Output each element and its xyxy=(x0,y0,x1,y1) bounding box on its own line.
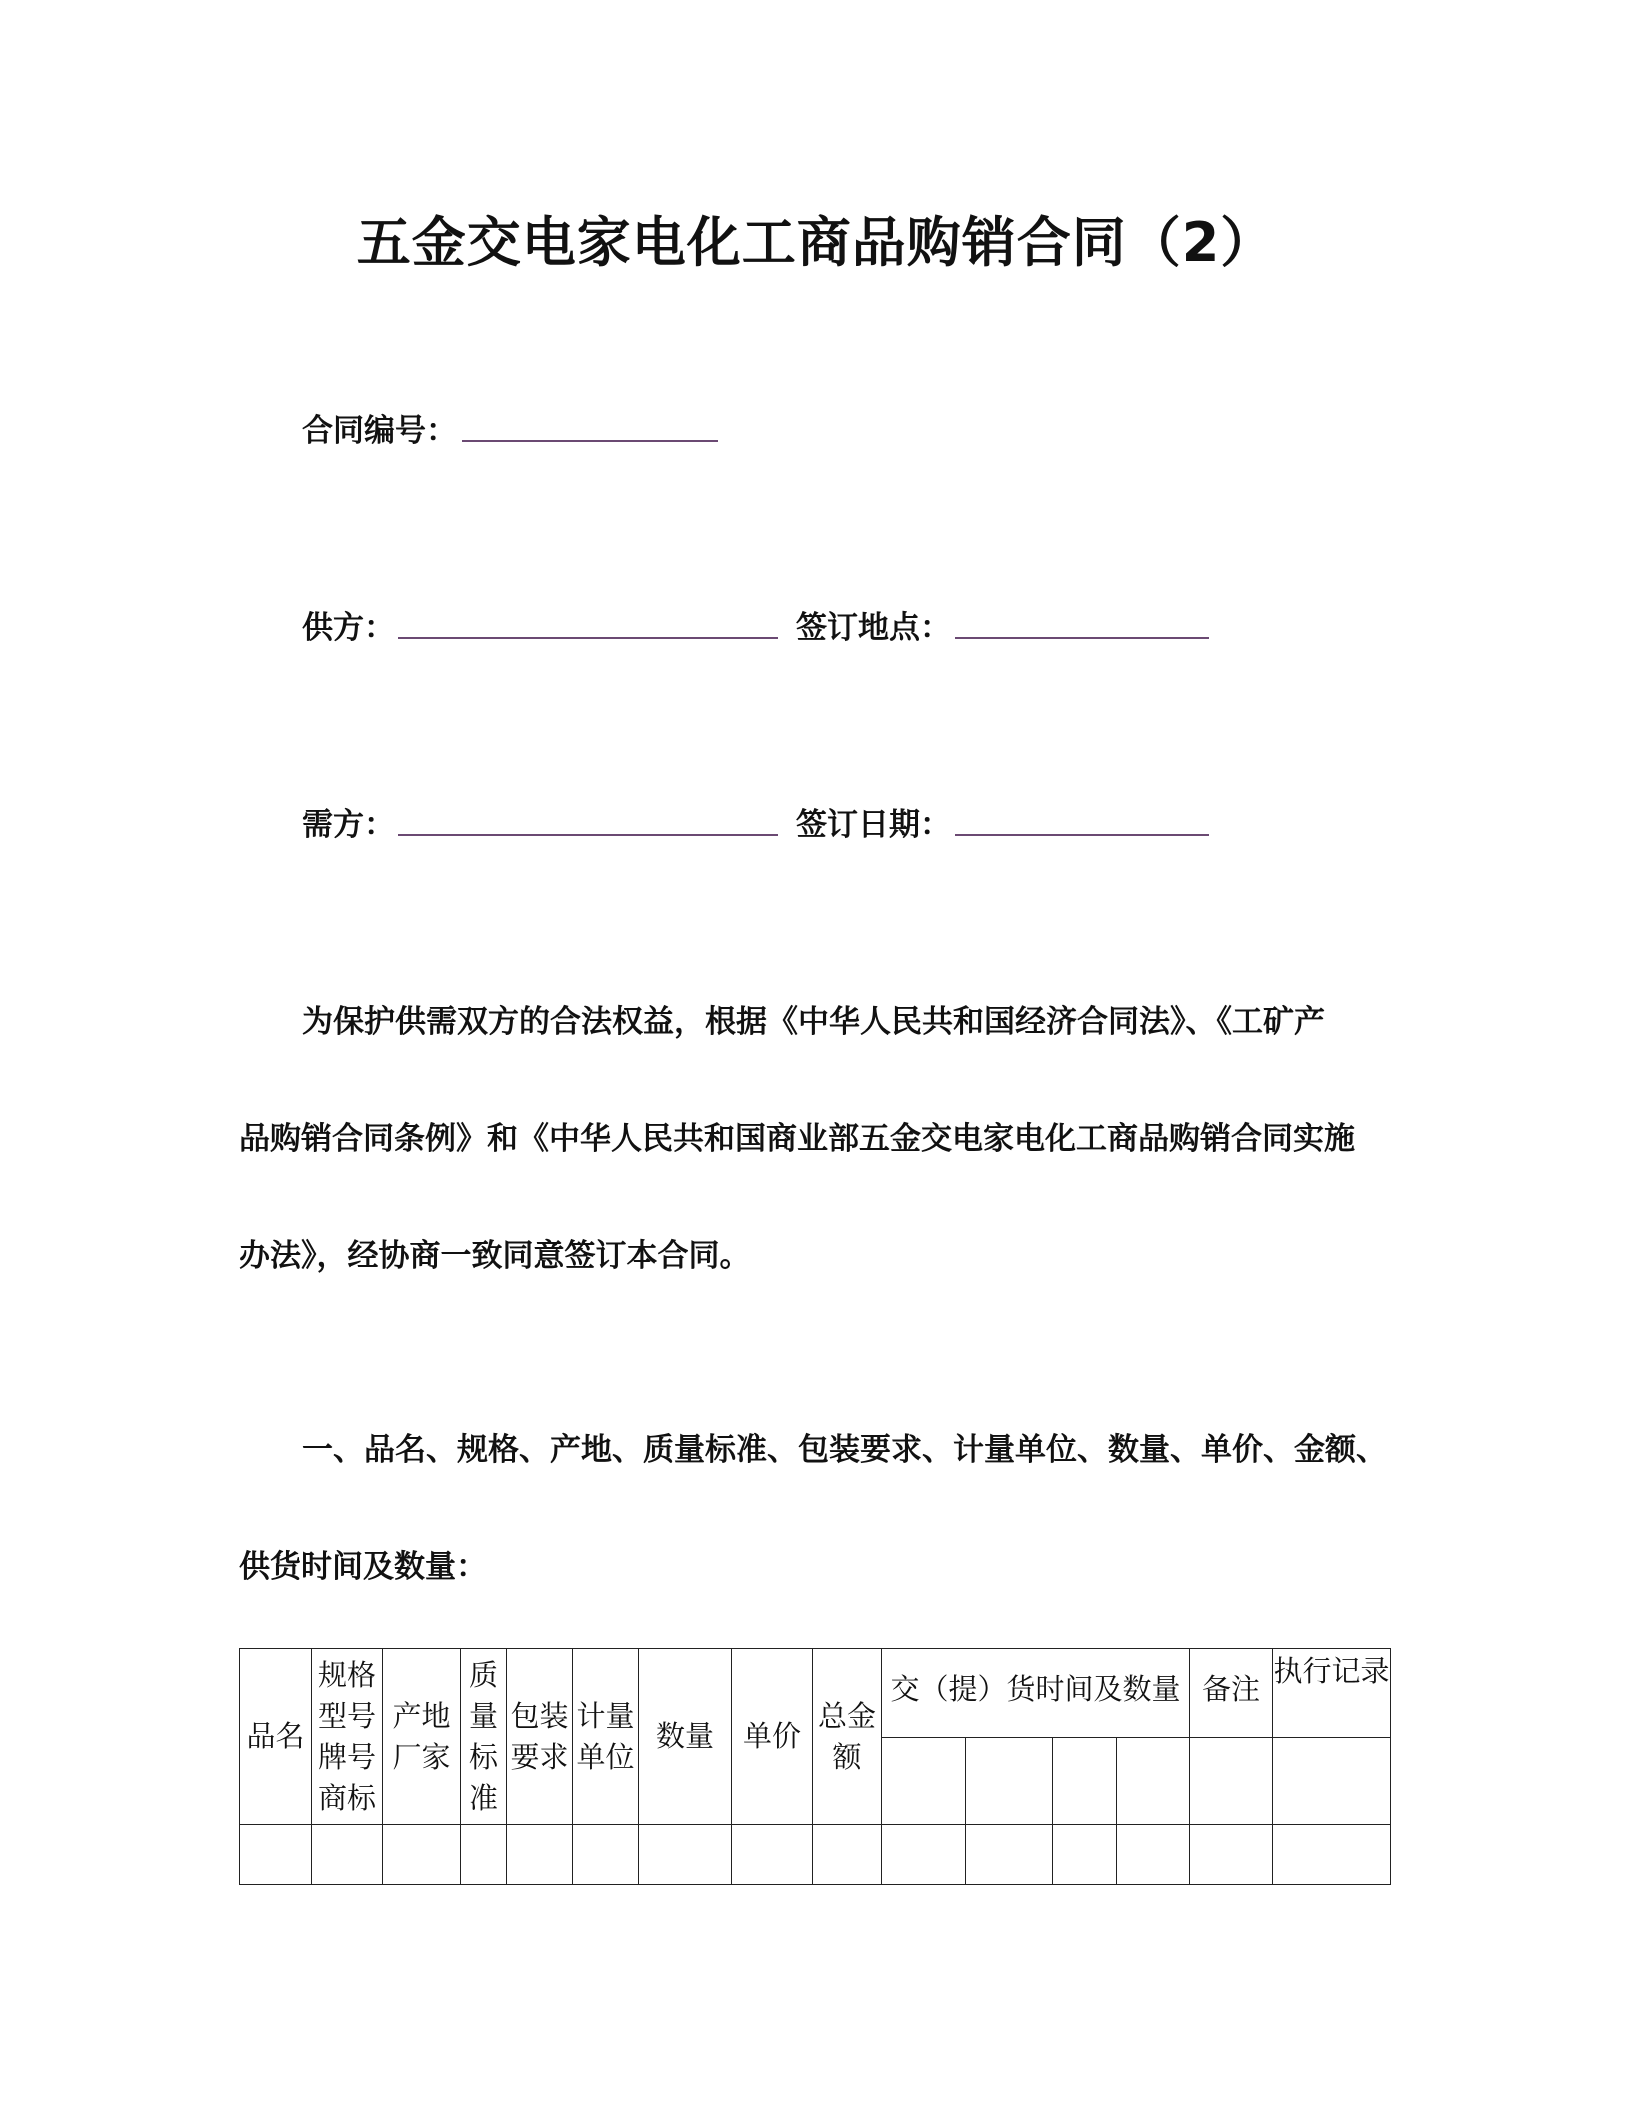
header-packing xyxy=(507,1649,573,1825)
table-cell[interactable] xyxy=(813,1825,882,1885)
header-spec-text: 规格型号牌号商标 xyxy=(317,1657,376,1815)
sign-date-label: 签订日期： xyxy=(796,807,951,843)
header-name: 品名 xyxy=(240,1649,312,1825)
table-cell[interactable] xyxy=(507,1825,573,1885)
delivery-cell-1[interactable] xyxy=(882,1738,966,1825)
supplier-field[interactable] xyxy=(398,637,778,639)
remark-cell[interactable] xyxy=(1190,1738,1273,1825)
header-origin xyxy=(383,1649,461,1825)
table-cell[interactable] xyxy=(732,1825,813,1885)
page-title: 五金交电家电化工商品购销合同（2） xyxy=(356,211,1276,274)
contract-no-label: 合同编号： xyxy=(302,413,457,449)
delivery-cell-3[interactable] xyxy=(1053,1738,1117,1825)
intro-line-1: 为保护供需双方的合法权益，根据《中华人民共和国经济合同法》、《工矿产 xyxy=(302,1004,1325,1040)
intro-line-3: 办法》，经协商一致同意签订本合同。 xyxy=(239,1238,751,1274)
header-total xyxy=(813,1649,882,1825)
sign-place-label: 签订地点： xyxy=(796,610,951,646)
header-origin-text: 产地厂家 xyxy=(392,1698,451,1774)
section1-line-2: 供货时间及数量： xyxy=(239,1549,487,1585)
sign-date-field[interactable] xyxy=(955,834,1209,836)
table-cell[interactable] xyxy=(312,1825,383,1885)
table-cell[interactable] xyxy=(1190,1825,1273,1885)
table-cell[interactable] xyxy=(240,1825,312,1885)
table-cell[interactable] xyxy=(461,1825,507,1885)
table-cell[interactable] xyxy=(1053,1825,1117,1885)
section1-line-1: 一、品名、规格、产地、质量标准、包装要求、计量单位、数量、单价、金额、 xyxy=(302,1432,1387,1468)
table-cell[interactable] xyxy=(966,1825,1053,1885)
table-cell[interactable] xyxy=(573,1825,639,1885)
header-remark: 备注 xyxy=(1190,1649,1273,1738)
goods-table xyxy=(239,1648,1391,1885)
header-record-text: 执行记录 xyxy=(1273,1654,1390,1688)
buyer-label: 需方： xyxy=(302,807,395,843)
supplier-label: 供方： xyxy=(302,610,395,646)
header-unit xyxy=(573,1649,639,1825)
delivery-cell-2[interactable] xyxy=(966,1738,1053,1825)
header-record xyxy=(1273,1649,1391,1738)
intro-line-2: 品购销合同条例》和《中华人民共和国商业部五金交电家电化工商品购销合同实施 xyxy=(239,1121,1355,1157)
header-price: 单价 xyxy=(732,1649,813,1825)
header-total-text: 总金额 xyxy=(817,1698,876,1774)
table-row xyxy=(240,1825,1391,1885)
delivery-cell-4[interactable] xyxy=(1117,1738,1190,1825)
buyer-field[interactable] xyxy=(398,834,778,836)
table-cell[interactable] xyxy=(383,1825,461,1885)
header-delivery: 交（提）货时间及数量 xyxy=(882,1649,1190,1738)
header-qty: 数量 xyxy=(639,1649,732,1825)
header-unit-text: 计量单位 xyxy=(576,1698,635,1774)
table-cell[interactable] xyxy=(1117,1825,1190,1885)
sign-place-field[interactable] xyxy=(955,637,1209,639)
table-cell[interactable] xyxy=(639,1825,732,1885)
table-cell[interactable] xyxy=(1273,1825,1391,1885)
record-cell[interactable] xyxy=(1273,1738,1391,1825)
header-quality xyxy=(461,1649,507,1825)
header-packing-text: 包装要求 xyxy=(510,1698,569,1774)
header-spec xyxy=(312,1649,383,1825)
table-cell[interactable] xyxy=(882,1825,966,1885)
header-quality-text: 质量标准 xyxy=(468,1657,498,1815)
contract-no-field[interactable] xyxy=(462,440,718,442)
